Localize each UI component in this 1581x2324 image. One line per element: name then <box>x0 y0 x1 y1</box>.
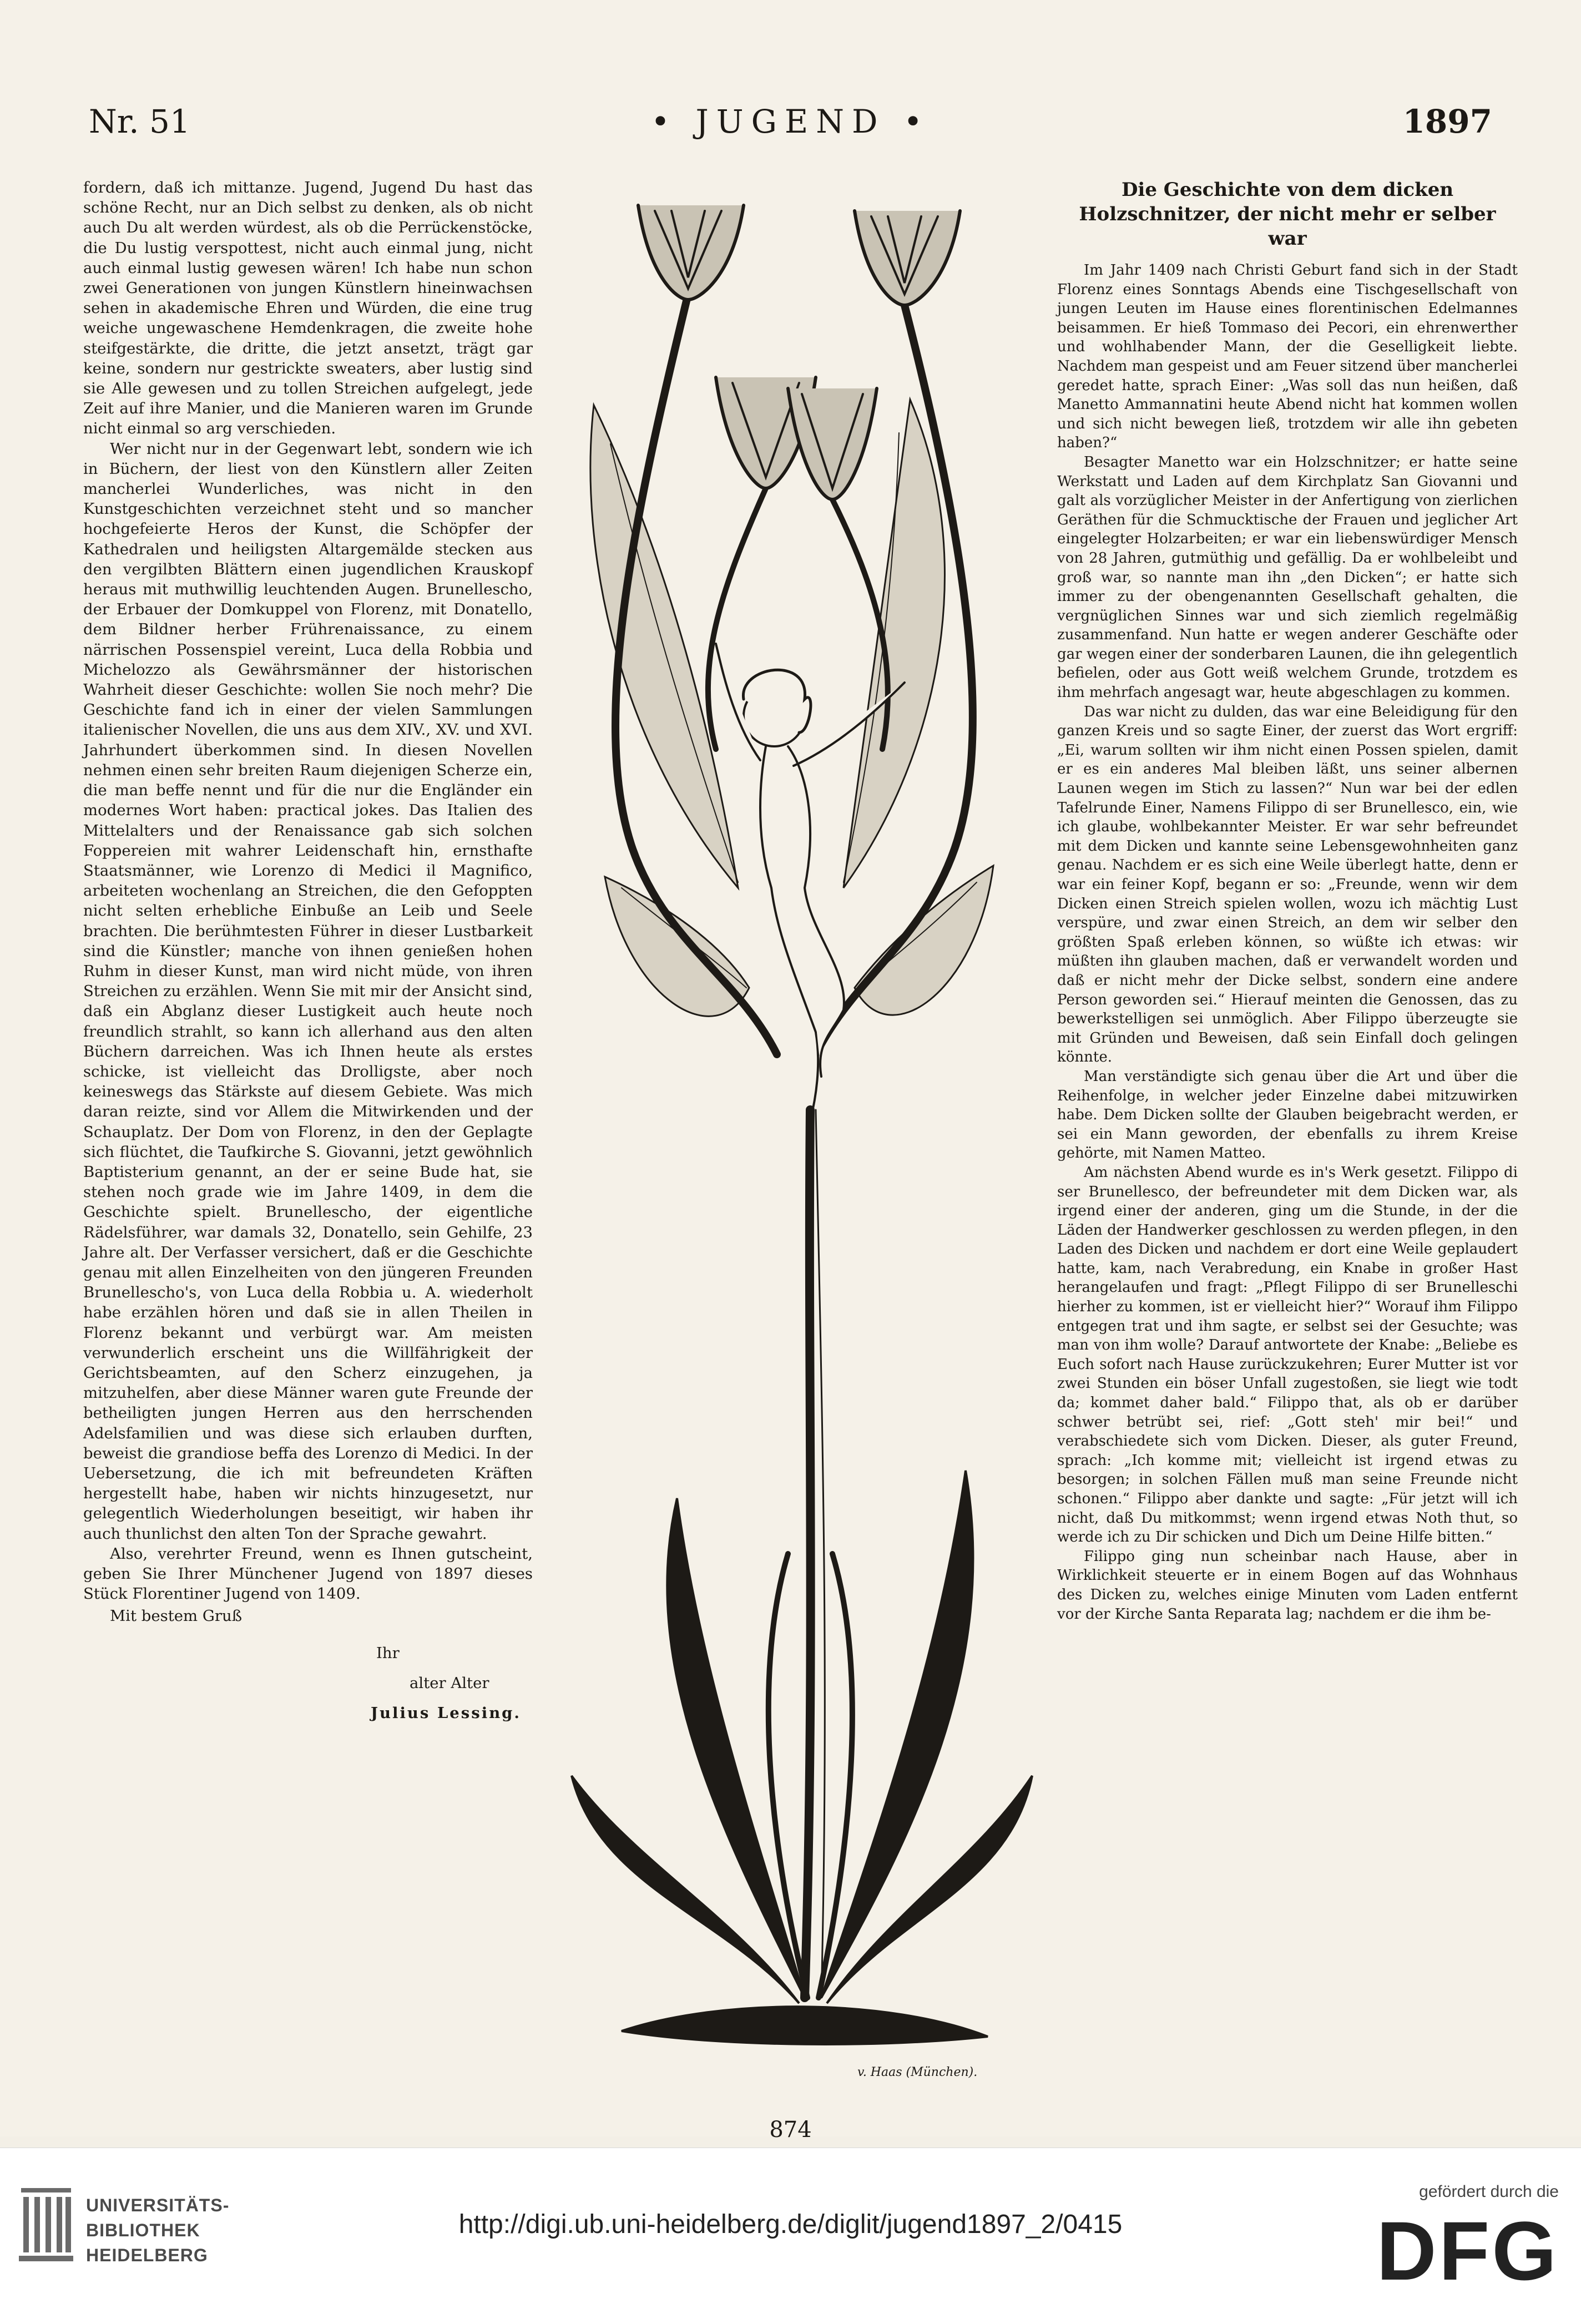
flower-top-right <box>855 211 960 305</box>
story-column <box>1057 178 1518 1624</box>
wing-lower-right <box>855 866 993 1015</box>
story-paragraph: Im Jahr 1409 nach Christi Geburt fand sich in der Stadt Florenz eines Sonntags Abends eine Tischgesellschaft von jungen Leuten im Hause eines florentinischen Edelmannes beisammen. Er hieß Tommaso dei Pecori, ein ehrenwerther und wohlhabender Mann, der die Geselligkeit liebte. Nachdem man gespeist und am Feuer sitzend über mancherlei geredet hatte, sprach Einer: „Was soll das nun heißen, daß Manetto Ammannatini heute Abend nicht hat kommen wollen und sich nicht bewegen ließ, trotzdem wir alle ihn gebeten haben?“ <box>1057 262 1518 452</box>
library-name-line2: BIBLIOTHEK <box>86 2220 200 2240</box>
flower-middle-right <box>788 388 877 499</box>
letter-column <box>83 178 533 1723</box>
signature-name: Julius Lessing. <box>371 1704 521 1722</box>
letter-closing: Mit bestem Gruß <box>110 1607 243 1625</box>
artist-credit: v. Haas (München). <box>857 2065 978 2079</box>
leaf-right-tall <box>821 1471 973 1998</box>
issue-number: Nr. 51 <box>89 103 190 140</box>
story-paragraph: Besagter Manetto war ein Holzschnitzer; er hatte seine Werkstatt und Laden auf dem Kirchplatz San Giovanni und galt als vorzüglicher Meister in der Anfertigung von zierlichen Geräthen für die Schmucktische der Frauen und jeglicher Art eingelegter Holzarbeiten; er war ein liebenswürdiger Mensch von 28 Jahren, gutmüthig und gefällig. Da er wohlbeleibt und groß war, so nannte man ihn „den Dicken“; er hatte sich immer zu der obengenannten Gesellschaft gehalten, die vergnüglichen Sinnes war und sich ziemlich regelmäßig zusammenfand. Nun hatte er wegen anderer Geschäfte oder gar wegen einer der sonderbaren Launen, die ihn gelegentlich befielen, oder aus Gott weiß welchem Grunde, trotzdem es ihm mehrfach angesagt war, heute abgeschlagen zu kommen. <box>1057 453 1518 701</box>
main-stem <box>805 1110 811 1998</box>
year: 1897 <box>1402 103 1492 140</box>
library-name-line1: UNIVERSITÄTS- <box>86 2195 230 2215</box>
page-number: 874 <box>769 2117 812 2143</box>
story-paragraph: Am nächsten Abend wurde es in's Werk gesetzt. Filippo di ser Brunellesco, der befreundeter mit dem Dicken war, als irgend einer der anderen, ging um die Stunde, in der die Läden der Handwerker geschlossen zu werden pflegen, in den Laden des Dicken und nachdem er dort eine Weile geplaudert hatte, kam, nach Verabredung, ein Knabe in großer Hast herangelaufen und fragt: „Pflegt Filippo di ser Brunelleschi hierher zu kommen, ist er vielleicht hier?“ Worauf ihm Filippo entgegen trat und ihm sagte, er selbst sei der Gesuchte; was man von ihm wolle? Darauf antwortete der Knabe: „Beliebe es Euch sofort nach Hause zurückzukehren; Eurer Mutter ist vor zwei Stunden ein böser Unfall zugestoßen, sie liegt wie todt da; kommet daher bald.“ Filippo that, als ob er darüber schwer betrübt sei, rief: „Gott steh' mir bei!“ und verabschiedete sich vom Dicken. Dieser, als guter Freund, sprach: „Ich komme mit; vielleicht ist irgend etwas zu besorgen; in solchen Fällen muß man seine Freunde nicht schonen.“ Filippo aber dankte und sagte: „Für jetzt will ich nicht, daß Du mitkommst; wenn irgend etwas Noth thut, so werde ich zu Dir schicken und Dich um Deine Hilfe bitten.“ <box>1057 1164 1518 1546</box>
ground <box>622 2007 988 2044</box>
story-paragraph: Filippo ging nun scheinbar nach Hause, aber in Wirklichkeit steuerte er in einem Bogen auf das Wohnhaus des Dicken zu, welches einige Minuten vom Laden entfernt vor der Kirche Santa Reparata lag; nachdem er die ihm be- <box>1057 1548 1518 1623</box>
letter-paragraph: fordern, daß ich mittanze. Jugend, Jugend Du hast das schöne Recht, nur an Dich selbst zu denken, als ob nicht auch Du alt werden würdest, als ob die Perrückenstöcke, die Du lustig verspottest, nicht auch einmal jung, nicht auch einmal lustig gewesen wären! Ich habe nun schon zwei Generationen von jungen Künstlern hineinwachsen sehen in akademische Ehren und Würden, die eine trug weiche ungewaschene Hemdenkragen, die zweite hohe steifgestärkte, die dritte, die jetzt ansetzt, trägt gar keine, sondern nur gestrickte sweaters, aber lustig sind sie Alle gewesen und zu tollen Streichen aufgelegt, jede Zeit auf ihre Manier, und die Manieren waren im Grunde nicht einmal so arg verschieden. <box>83 179 533 438</box>
wing-lower-left <box>605 877 749 1016</box>
fairy-flower-illustration <box>555 166 1043 2086</box>
flower-top-left <box>638 205 744 300</box>
dfg-logo: DFG <box>1376 2204 1559 2297</box>
story-paragraph: Man verständigte sich genau über die Art und über die Reihenfolge, in welcher jeder Einzelne dabei mitzuwirken habe. Dem Dicken sollte der Glauben beigebracht werden, er sei ein Mann geworden, der ebenfalls zu ihrem Kreise gehörte, mit Namen Matteo. <box>1057 1068 1518 1162</box>
letter-paragraph: Also, verehrter Freund, wenn es Ihnen gutscheint, geben Sie Ihrer Münchener Jugend von 1897 dieses Stück Florentiner Jugend von 1409. <box>83 1544 533 1603</box>
digitization-footer <box>0 2148 1581 2324</box>
journal-title: • JUGEND • <box>650 103 931 140</box>
signature-ihr: Ihr <box>376 1644 400 1662</box>
story-paragraph: Das war nicht zu dulden, das war eine Beleidigung für den ganzen Kreis und so sagte Einer, der zuerst das Wort ergriff: „Ei, warum sollten wir ihm nicht einen Possen spielen, damit er es ein anderes Mal bleiben läßt, uns seiner albernen Launen wegen im Stich zu lassen?“ Nun war bei der edlen Tafelrunde Einer, Namens Filippo di ser Brunellesco, ein, wie ich glaube, wohlbekannter Meister. Er war sehr befreundet mit dem Dicken und kannte seine Lebensgewohnheiten ganz genau. Nachdem er es sich eine Weile überlegt hatte, denn er war ein feiner Kopf, begann er so: „Freunde, wenn wir dem Dicken einen Streich spielen wollen, wozu ich mächtig Lust verspüre, und zwar einen Streich, an dem wir selber den größten Spaß erleben können, so wüßte ich etwas: wir müßten ihn glauben machen, daß er verwandelt worden und daß er nicht mehr der Dicke selbst, sondern eine andere Person geworden sei.“ Hierauf meinten die Genossen, das zu bewerkstelligen sei unmöglich. Aber Filippo überzeugte sie mit Gründen und Beweisen, daß sein Einfall doch gelingen könnte. <box>1057 703 1518 1066</box>
source-url-link[interactable]: http://digi.ub.uni-heidelberg.de/diglit/jugend1897_2/0415 <box>458 2210 1123 2239</box>
funding-note: gefördert durch die <box>1419 2182 1559 2201</box>
letter-paragraph: Wer nicht nur in der Gegenwart lebt, sondern wie ich in Büchern, der liest von den Künstlern aller Zeiten mancherlei Wunderliches, was nicht in den Kunstgeschichten verzeichnet steht und so mancher hochgefeierte Heros der Kunst, die Schöpfer der Kathedralen und heiligsten Altargemälde stecken aus den vergilbten Blättern einen jugendlichen Krauskopf heraus mit muthwillig leuchtenden Augen. Brunellescho, der Erbauer der Domkuppel von Florenz, mit Donatello, dem Bildner herber Frührenaissance, zu einem närrischen Possenspiel vereint, Luca della Robbia und Michelozzo als Gewährsmänner der historischen Wahrheit dieser Geschichte: wollen Sie noch mehr? Die Geschichte fand ich in einer der vielen Sammlungen italienischer Novellen, die uns aus dem XIV., XV. und XVI. Jahrhundert überkommen sind. In diesen Novellen nehmen einen sehr breiten Raum diejenigen Scherze ein, die man beffe nennt und für die nur die Engländer ein modernes Wort haben: practical jokes. Das Italien des Mittelalters und der Renaissance gab sich solchen Foppereien mit wahrer Leidenschaft hin, ernsthafte Staatsmänner, wie Lorenzo di Medici il Magnifico, arbeiteten wochenlang an Streichen, die den Gefoppten nicht selten erhebliche Einbuße an Leib und Seele brachten. Die berühmtesten Führer in dieser Lustbarkeit sind die Künstler; manche von ihnen genießen hohen Ruhm in dieser Kunst, man wird nicht müde, von ihren Streichen zu erzählen. Wenn Sie mit mir der Ansicht sind, daß ein Abglanz dieser Lustigkeit auch heute noch freundlich strahlt, so kann ich allerhand aus den alten Büchern darreichen. Was ich Ihnen heute als erstes schicke, ist vielleicht das Drolligste, aber noch keineswegs das Stärkste auf diesem Gebiete. Was mich daran reizte, sind vor Allem die Mitwirkenden und der Schauplatz. Der Dom von Florenz, in den der Geplagte sich flüchtet, die Taufkirche S. Giovanni, jetzt gewöhnlich Baptisterium genannt, an der er seine Bude hat, sie stehen noch grade wie im Jahre 1409, in dem die Geschichte spielt. Brunellescho, der eigentliche Rädelsführer, war damals 32, Donatello, sein Gehilfe, 23 Jahre alt. Der Verfasser versichert, daß er die Geschichte genau mit allen Einzelheiten von den jüngeren Freunden Brunellescho's, von Luca della Robbia u. A. wiederholt habe erzählen hören und daß sie in allen Theilen in Florenz bekannt und verbürgt war. Am meisten verwunderlich erscheint uns die Willfährigkeit der Gerichtsbeamten, auf den Scherz einzugehen, ja mitzuhelfen, aber diese Männer waren gute Freunde der betheiligten jungen Herren aus den herrschenden Adelsfamilien und was diese sich erlauben durften, beweist die grandiose beffa des Lorenzo di Medici. In der Uebersetzung, die ich mit befreundeten Kräften hergestellt habe, haben wir nichts hinzugesetzt, nur gelegentlich Wiederholungen beseitigt, wir haben ihr auch thunlichst den alten Ton der Sprache gewahrt. <box>83 439 533 1543</box>
wing-upper-right <box>843 400 944 888</box>
story-title: Die Geschichte von dem dicken Holzschnitzer, der nicht mehr er selber war <box>1079 179 1496 250</box>
library-name-line3: HEIDELBERG <box>86 2245 208 2265</box>
signature-alter: alter Alter <box>410 1674 489 1692</box>
